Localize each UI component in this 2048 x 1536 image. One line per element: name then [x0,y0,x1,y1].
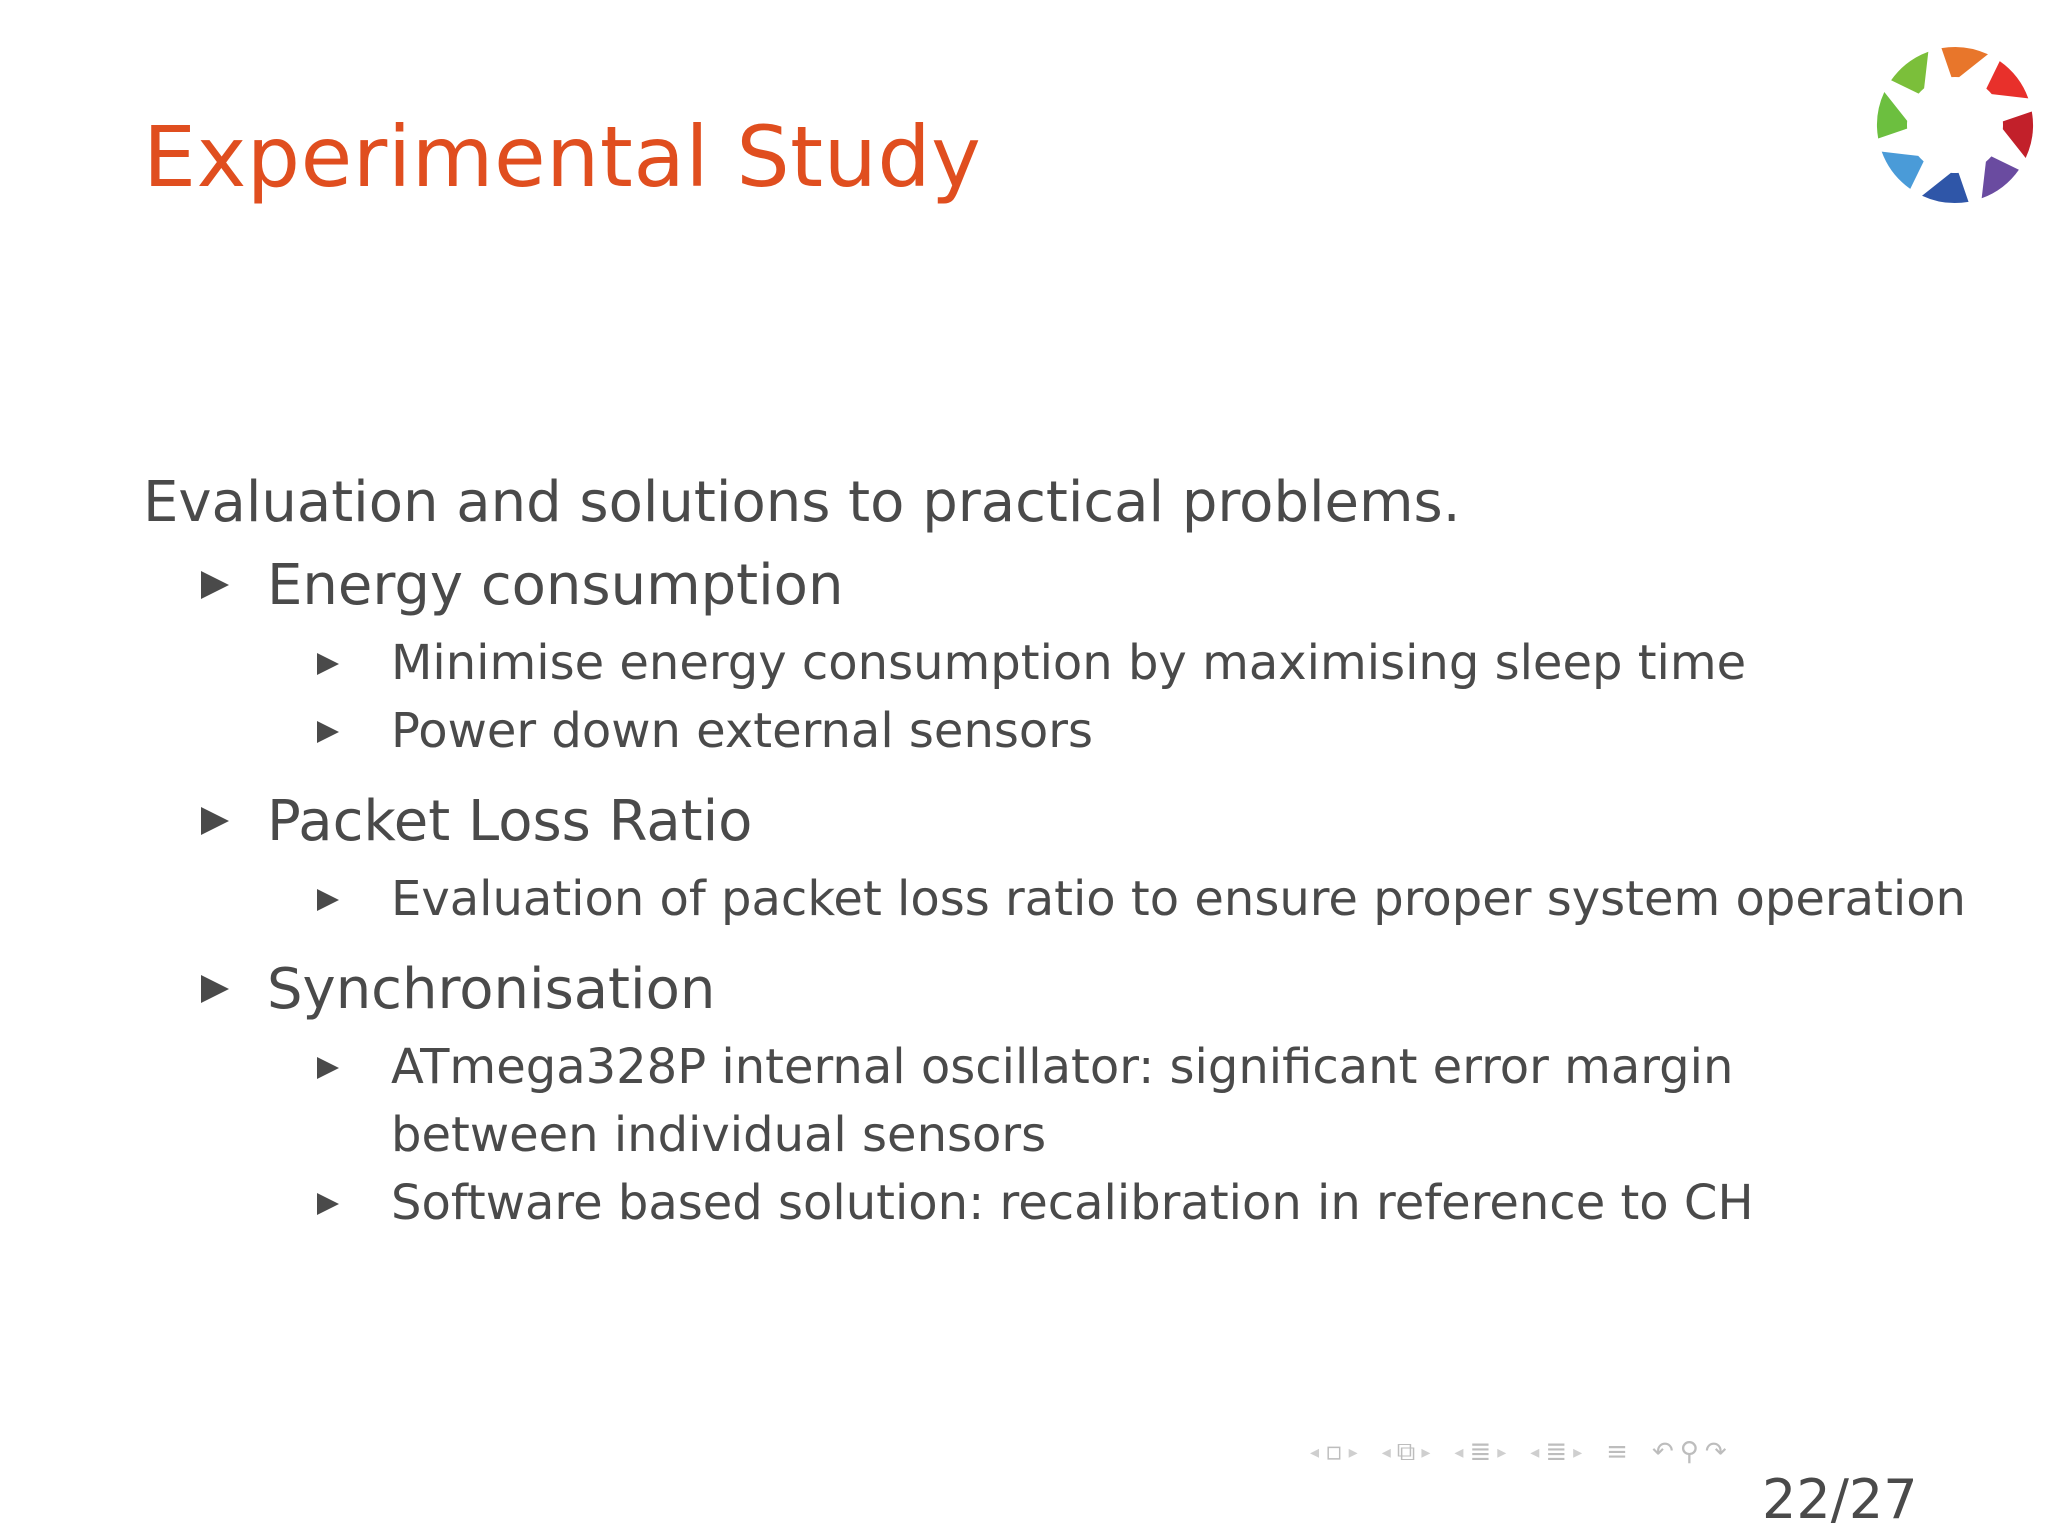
list-item-label: Packet Loss Ratio [267,789,753,854]
arrow-left-icon[interactable]: ◂ [1381,1441,1391,1463]
beamer-navigation-bar [1310,1432,2040,1472]
bullet-triangle-icon [201,807,229,835]
subsection-icon[interactable]: ⧉ [1396,1436,1416,1467]
bullet-triangle-icon [317,889,339,911]
logo-segment [1986,61,2028,98]
bullet-triangle-icon [201,975,229,1003]
bullet-triangle-icon [317,653,339,675]
sub-list-item-text: Software based solution: recalibration in reference to CH [391,1175,1754,1231]
arrow-left-icon[interactable]: ◂ [1454,1441,1464,1463]
bullet-triangle-icon [317,1057,339,1079]
bullet-triangle-icon [317,721,339,743]
logo-segment [1882,152,1924,189]
sub-list [267,1033,2023,1237]
sub-list-item-text: Evaluation of packet loss ratio to ensure proper system operation [391,871,1966,927]
sub-list-item-text: Minimise energy consumption by maximising sleep time [391,635,1747,691]
align-icon[interactable]: ≡ [1606,1437,1628,1467]
logo-segment [1877,92,1907,139]
sub-list-item-text: Power down external sensors [391,703,1093,759]
nav-subsection-group [1382,1437,1431,1468]
bullet-triangle-icon [317,1193,339,1215]
logo-segment [1891,52,1928,94]
nav-align-group [1606,1437,1628,1467]
sub-list-item [267,1169,2023,1237]
logo-segment [2003,111,2033,158]
sub-list-item [267,865,2023,933]
list-item [143,951,2023,1237]
nav-tools-group [1652,1437,1727,1467]
arrow-right-icon[interactable]: ▸ [1497,1441,1507,1463]
sub-list [267,629,2023,765]
sub-list-item [267,629,2023,697]
arrow-right-icon[interactable]: ▸ [1421,1441,1431,1463]
sub-list [267,865,2023,933]
section-icon[interactable]: ≣ [1469,1437,1492,1467]
list-item-label: Energy consumption [267,553,844,618]
document-icon[interactable]: ≣ [1545,1437,1568,1467]
intro-text: Evaluation and solutions to practical problems. [143,470,1461,535]
arrow-left-icon[interactable]: ◂ [1530,1441,1540,1463]
list-item-label: Synchronisation [267,957,716,1022]
bullet-triangle-icon [201,571,229,599]
arrow-right-icon[interactable]: ▸ [1573,1441,1583,1463]
undo-icon[interactable]: ↶ [1651,1437,1674,1467]
search-icon[interactable]: ⚲ [1679,1437,1699,1467]
arrow-left-icon[interactable]: ◂ [1310,1441,1320,1463]
redo-icon[interactable]: ↷ [1704,1437,1727,1467]
list-item [143,547,2023,765]
logo-segment [1941,47,1988,77]
sub-list-item-text: ATmega328P internal oscillator: significant error margin between individual sensors [391,1039,1734,1163]
slide-content [143,470,2023,1255]
frame-icon[interactable]: ▫ [1325,1437,1343,1467]
logo-segment [1922,173,1969,203]
bullet-list [143,547,2023,1237]
page-number: 22/27 [1762,1468,1918,1531]
nav-frame-group [1310,1437,1358,1467]
nav-document-group [1530,1437,1582,1467]
institution-logo [1870,40,2040,210]
arrow-right-icon[interactable]: ▸ [1348,1441,1358,1463]
list-item [143,783,2023,933]
nav-section-group [1454,1437,1506,1467]
sub-list-item [267,697,2023,765]
sub-list-item [267,1033,2023,1169]
logo-segment [1982,156,2019,198]
slide-title: Experimental Study [143,108,982,206]
